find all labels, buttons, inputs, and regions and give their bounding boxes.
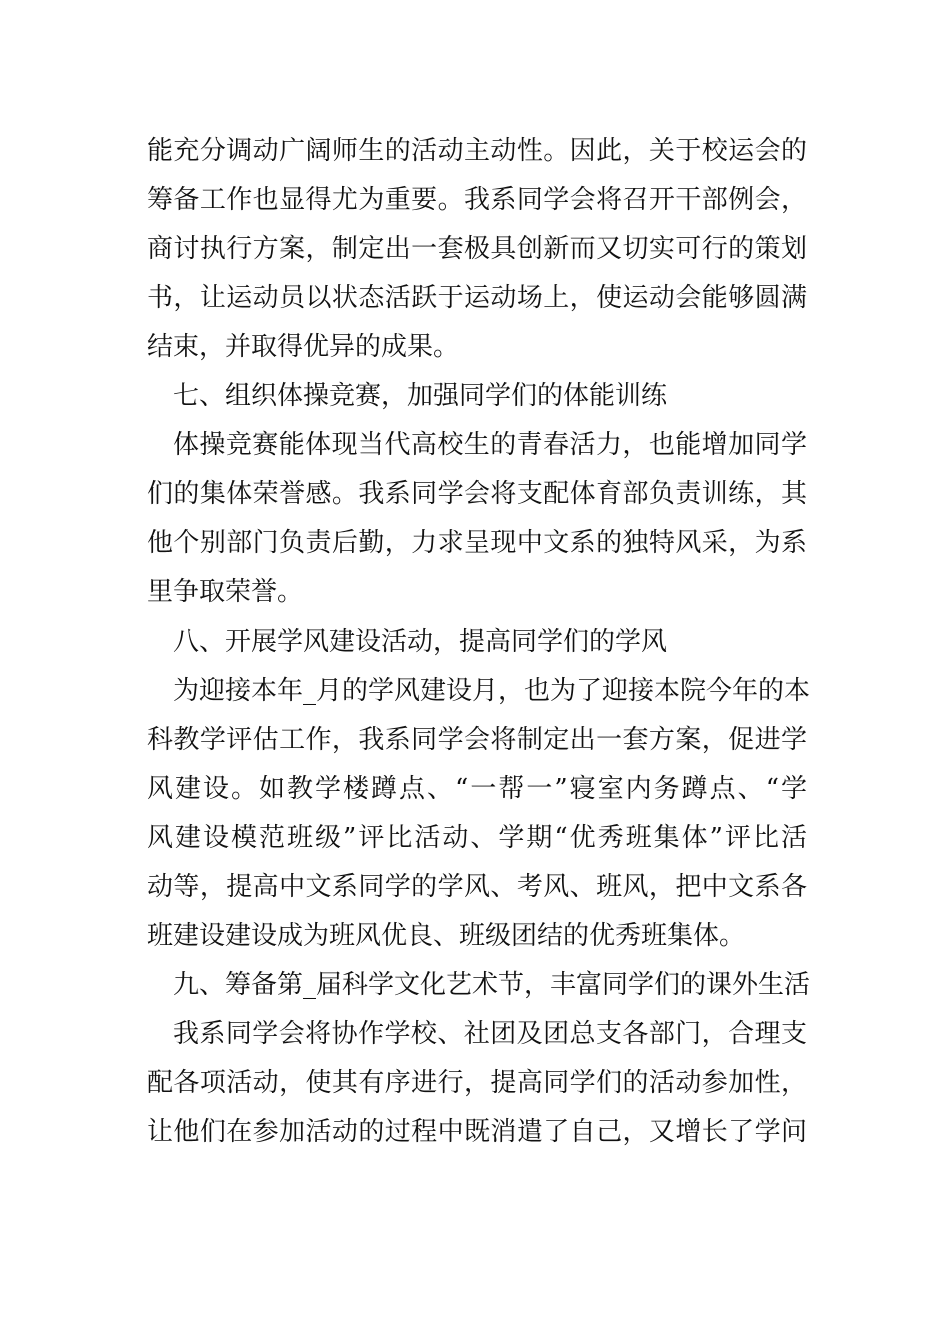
text-line: 结束，并取得优异的成果。: [147, 332, 460, 362]
text-line: 风建设模范班级”评比活动、学期“优秀班集体”评比活: [147, 823, 807, 853]
text-line: 们的集体荣誉感。我系同学会将支配体育部负责训练，其: [147, 479, 807, 509]
text-line: 能充分调动广阔师生的活动主动性。因此，关于校运会的: [147, 136, 807, 166]
text-line: 配各项活动，使其有序进行，提高同学们的活动参加性，: [147, 1068, 807, 1098]
text-line: 让他们在参加活动的过程中既消遣了自己，又增长了学问: [147, 1117, 807, 1147]
text-line: 商讨执行方案，制定出一套极具创新而又切实可行的策划: [147, 234, 807, 264]
section-heading: 八、开展学风建设活动，提高同学们的学风: [173, 627, 668, 657]
section-heading: 九、筹备第_届科学文化艺术节，丰富同学们的课外生活: [173, 970, 811, 1000]
text-line: 我系同学会将协作学校、社团及团总支各部门，合理支: [173, 1019, 807, 1049]
text-line: 筹备工作也显得尤为重要。我系同学会将召开干部例会，: [147, 185, 807, 215]
text-line: 动等，提高中文系同学的学风、考风、班风，把中文系各: [147, 872, 807, 902]
section-heading: 七、组织体操竞赛，加强同学们的体能训练: [173, 381, 668, 411]
text-line: 他个别部门负责后勤，力求呈现中文系的独特风采，为系: [147, 528, 807, 558]
text-line: 科教学评估工作，我系同学会将制定出一套方案，促进学: [147, 725, 807, 755]
text-line: 风建设。如教学楼蹲点、“一帮一”寝室内务蹲点、“学: [147, 774, 807, 804]
text-line: 为迎接本年_月的学风建设月，也为了迎接本院今年的本: [173, 676, 811, 706]
text-line: 书，让运动员以状态活跃于运动场上，使运动会能够圆满: [147, 283, 807, 313]
text-line: 里争取荣誉。: [147, 577, 304, 607]
text-line: 班建设建设成为班风优良、班级团结的优秀班集体。: [147, 921, 746, 951]
text-line: 体操竞赛能体现当代高校生的青春活力，也能增加同学: [173, 430, 807, 460]
